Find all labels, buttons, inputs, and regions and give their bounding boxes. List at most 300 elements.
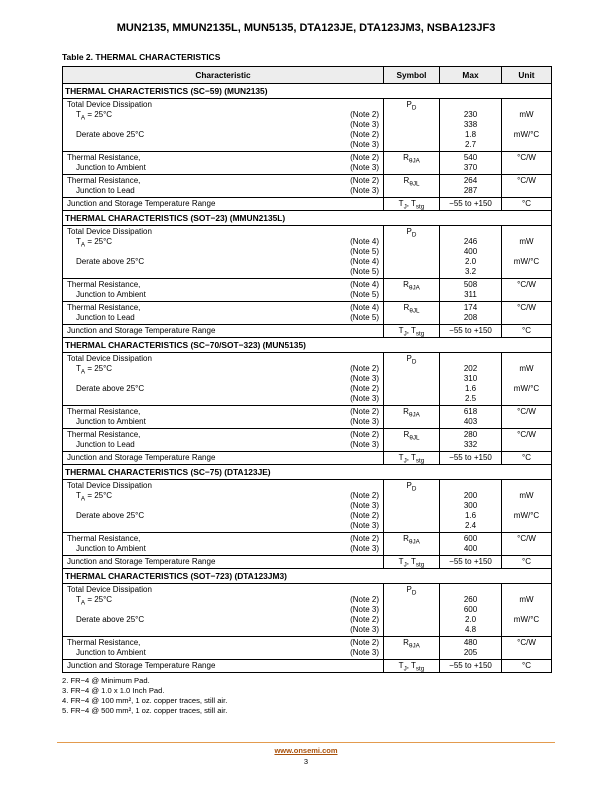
symbol-main: R: [403, 153, 409, 162]
characteristic-text: [67, 521, 350, 531]
unit-value: [505, 186, 548, 196]
characteristic-line: [67, 430, 380, 440]
max-cell: [439, 226, 501, 278]
symbol-main: P: [406, 100, 412, 109]
symbol: [387, 199, 436, 209]
symbol-cell: [383, 452, 439, 464]
note-reference: [379, 100, 380, 110]
unit-value: [505, 374, 548, 384]
max-value: [443, 481, 498, 491]
characteristic-line: [67, 237, 380, 247]
table-row: [63, 226, 551, 279]
characteristic-line: [67, 186, 380, 196]
note-reference: [379, 453, 380, 463]
characteristic-text: [67, 313, 350, 323]
symbol-main: T: [398, 199, 404, 208]
characteristic-text-main: Junction to Lead: [76, 313, 135, 322]
characteristic-text-rest: = 25°C: [85, 364, 113, 373]
characteristic-line: [67, 440, 380, 450]
characteristic-text-main: Derate above 25°C: [76, 130, 145, 139]
characteristic-line: [67, 354, 380, 364]
unit-value: [505, 625, 548, 635]
symbol-cell: [383, 406, 439, 428]
symbol: [387, 407, 436, 417]
characteristic-text: [67, 648, 350, 658]
symbol-cell: [383, 325, 439, 337]
characteristic-text: [67, 130, 350, 140]
characteristic-line: [67, 303, 380, 313]
unit-cell: [501, 325, 551, 337]
characteristic-text: [67, 534, 350, 544]
table-row: [63, 325, 551, 338]
table-section: [63, 569, 551, 672]
characteristic-lines: [67, 534, 380, 554]
characteristic-text-main: Junction to Lead: [76, 186, 135, 195]
table-row: [63, 480, 551, 533]
unit-cell: [501, 556, 551, 568]
max-value: 332: [463, 440, 478, 449]
characteristic-line: [67, 544, 380, 554]
characteristic-text-main: Junction to Ambient: [76, 290, 146, 299]
symbol-main-2: , T: [406, 661, 416, 670]
max-values: [443, 585, 498, 635]
unit-value: [505, 544, 548, 554]
characteristic-line: [67, 605, 380, 615]
symbol-cell: [383, 198, 439, 210]
note-reference: (Note 2): [350, 407, 379, 416]
max-cell: [439, 480, 501, 532]
unit-value: °C/W: [517, 176, 536, 185]
max-value: 208: [463, 313, 478, 322]
symbol-subscript: D: [411, 589, 417, 597]
characteristic-text: [67, 595, 350, 605]
characteristic-text-main: Total Device Dissipation: [67, 354, 152, 363]
characteristic-cell: [63, 406, 383, 428]
characteristic-text: [67, 186, 350, 196]
max-value: 174: [463, 303, 478, 312]
max-cell: [439, 637, 501, 659]
unit-values: [505, 585, 548, 635]
characteristic-text: [67, 661, 379, 671]
note-reference: (Note 2): [350, 430, 379, 439]
unit-cell: [501, 279, 551, 301]
unit-value: [505, 648, 548, 658]
symbol: [387, 534, 436, 544]
note-reference: (Note 5): [350, 313, 379, 322]
characteristic-text-main: Thermal Resistance,: [67, 303, 141, 312]
characteristic-text: [67, 491, 350, 501]
characteristic-text: [67, 247, 350, 257]
unit-value: °C/W: [517, 430, 536, 439]
note-reference: (Note 2): [350, 511, 379, 520]
table-row: [63, 556, 551, 569]
symbol-main: T: [398, 557, 404, 566]
symbol-main: P: [406, 354, 412, 363]
unit-cell: [501, 226, 551, 278]
symbol-main: R: [403, 638, 409, 647]
characteristic-line: [67, 267, 380, 277]
symbol-main-2: , T: [406, 453, 416, 462]
characteristic-text-main: Thermal Resistance,: [67, 430, 141, 439]
note-reference: [379, 557, 380, 567]
note-reference: (Note 5): [350, 290, 379, 299]
section-header: [63, 465, 551, 480]
symbol-cell: [383, 637, 439, 659]
unit-value: °C/W: [517, 638, 536, 647]
table-section: [63, 84, 551, 211]
characteristic-cell: [63, 226, 383, 278]
symbol: [387, 661, 436, 671]
unit-cell: [501, 637, 551, 659]
unit-value: [505, 313, 548, 323]
symbol-subscript: J: [403, 330, 407, 338]
table-row: [63, 279, 551, 302]
max-value: [443, 100, 498, 110]
footnote: 5. FR−4 @ 500 mm², 1 oz. copper traces, still air.: [62, 706, 228, 715]
column-header-max: Max: [439, 67, 501, 83]
characteristic-text: [67, 227, 379, 237]
characteristic-lines: [67, 585, 380, 635]
characteristic-cell: [63, 353, 383, 405]
note-reference: [379, 199, 380, 209]
table-row: [63, 302, 551, 325]
characteristic-text: [67, 199, 379, 209]
section-header-label: THERMAL CHARACTERISTICS (SC−59) (MUN2135): [65, 86, 268, 96]
characteristic-subscript: A: [80, 114, 86, 122]
max-cell: [439, 99, 501, 151]
section-header-label: THERMAL CHARACTERISTICS (SC−70/SOT−323) (MUN5135): [65, 340, 306, 350]
unit-value: mW: [519, 364, 534, 373]
characteristic-text-main: Derate above 25°C: [76, 257, 145, 266]
characteristic-line: [67, 364, 380, 374]
note-reference: (Note 3): [350, 417, 379, 426]
characteristic-line: [67, 394, 380, 404]
unit-value: [505, 247, 548, 257]
note-reference: (Note 4): [350, 303, 379, 312]
characteristic-cell: [63, 637, 383, 659]
characteristic-text-rest: = 25°C: [85, 237, 113, 246]
unit-cell: [501, 302, 551, 324]
characteristic-cell: [63, 279, 383, 301]
table-row: [63, 406, 551, 429]
characteristic-line: [67, 638, 380, 648]
characteristic-line: [67, 384, 380, 394]
max-values: [443, 326, 498, 336]
max-value: 400: [463, 247, 478, 256]
max-value: 508: [463, 280, 478, 289]
characteristic-text: [67, 501, 350, 511]
characteristic-cell: [63, 198, 383, 210]
table-title: Table 2. THERMAL CHARACTERISTICS: [62, 52, 221, 62]
max-value: 2.0: [464, 257, 477, 266]
characteristic-cell: [63, 99, 383, 151]
unit-value: °C: [522, 557, 531, 566]
max-value: −55 to +150: [449, 453, 492, 462]
symbol: [387, 430, 436, 440]
symbol-subscript: θJL: [409, 307, 420, 315]
characteristic-lines: [67, 661, 380, 671]
unit-value: [505, 501, 548, 511]
characteristic-text-main: Derate above 25°C: [76, 511, 145, 520]
note-reference: (Note 3): [350, 186, 379, 195]
note-reference: (Note 4): [350, 257, 379, 266]
characteristic-text-main: Junction and Storage Temperature Range: [67, 199, 216, 208]
characteristic-cell: [63, 660, 383, 672]
max-value: 1.6: [464, 384, 477, 393]
symbol-main: P: [406, 227, 412, 236]
symbol-subscript: J: [403, 665, 407, 673]
max-value: 600: [463, 534, 478, 543]
symbol: [387, 557, 436, 567]
unit-values: [505, 100, 548, 150]
unit-values: [505, 303, 548, 323]
characteristic-line: [67, 453, 380, 463]
note-reference: (Note 3): [350, 501, 379, 510]
unit-cell: [501, 480, 551, 532]
symbol: [387, 354, 436, 364]
unit-cell: [501, 533, 551, 555]
symbol: [387, 303, 436, 313]
max-value: 230: [463, 110, 478, 119]
characteristic-text: [67, 267, 350, 277]
table-row: [63, 353, 551, 406]
characteristic-text: [67, 110, 350, 120]
max-value: 618: [463, 407, 478, 416]
note-reference: (Note 3): [350, 163, 379, 172]
note-reference: [379, 354, 380, 364]
characteristic-text-main: Derate above 25°C: [76, 384, 145, 393]
characteristic-text-main: T: [76, 237, 81, 246]
characteristic-text-rest: = 25°C: [85, 110, 113, 119]
symbol-subscript: J: [403, 203, 407, 211]
max-value: 1.6: [464, 511, 477, 520]
note-reference: (Note 3): [350, 605, 379, 614]
characteristic-line: [67, 501, 380, 511]
max-value: 200: [463, 491, 478, 500]
characteristic-text-main: Junction and Storage Temperature Range: [67, 557, 216, 566]
symbol-subscript: θJA: [408, 642, 420, 650]
characteristic-line: [67, 521, 380, 531]
characteristic-text-main: Total Device Dissipation: [67, 481, 152, 490]
unit-value: °C: [522, 661, 531, 670]
footnote: 2. FR−4 @ Minimum Pad.: [62, 676, 150, 685]
note-reference: [379, 481, 380, 491]
note-reference: (Note 4): [350, 280, 379, 289]
note-reference: (Note 2): [350, 364, 379, 373]
unit-value: °C/W: [517, 407, 536, 416]
unit-value: mW/°C: [513, 384, 540, 393]
characteristic-text-main: Junction and Storage Temperature Range: [67, 661, 216, 670]
symbol-main: R: [403, 430, 410, 439]
symbol-subscript: θJL: [409, 434, 420, 442]
characteristic-line: [67, 140, 380, 150]
table-header-row: [63, 67, 551, 84]
characteristic-text-main: T: [76, 364, 81, 373]
note-reference: (Note 5): [350, 267, 379, 276]
page-header-title: MUN2135, MMUN2135L, MUN5135, DTA123JE, DTA123JM3, NSBA123JF3: [116, 22, 496, 34]
unit-value: mW/°C: [513, 130, 540, 139]
unit-cell: [501, 406, 551, 428]
characteristic-text: [67, 544, 350, 554]
unit-value: [505, 290, 548, 300]
section-header: [63, 338, 551, 353]
characteristic-cell: [63, 480, 383, 532]
characteristic-lines: [67, 199, 380, 209]
table-row: [63, 152, 551, 175]
symbol: [387, 638, 436, 648]
max-values: [443, 199, 498, 209]
characteristic-cell: [63, 584, 383, 636]
table-row: [63, 198, 551, 211]
symbol-cell: [383, 660, 439, 672]
characteristic-text: [67, 257, 350, 267]
symbol: [387, 153, 436, 163]
characteristic-text-main: Junction to Ambient: [76, 544, 146, 553]
unit-value: mW: [519, 237, 534, 246]
unit-values: [505, 430, 548, 450]
characteristic-line: [67, 199, 380, 209]
characteristic-text: [67, 374, 350, 384]
section-rows: [63, 226, 551, 338]
characteristic-text-main: Thermal Resistance,: [67, 176, 141, 185]
symbol-subscript: D: [411, 231, 417, 239]
table-row: [63, 429, 551, 452]
characteristic-lines: [67, 481, 380, 531]
symbol-subscript-2: stg: [415, 457, 425, 465]
unit-values: [505, 199, 548, 209]
unit-value: mW: [519, 491, 534, 500]
symbol-cell: [383, 99, 439, 151]
characteristic-text: [67, 585, 379, 595]
max-values: [443, 557, 498, 567]
section-header: [63, 84, 551, 99]
section-rows: [63, 353, 551, 465]
max-value: 540: [463, 153, 478, 162]
max-value: 311: [464, 290, 477, 299]
note-reference: (Note 3): [350, 521, 379, 530]
symbol-cell: [383, 175, 439, 197]
max-values: [443, 176, 498, 196]
onsemi-link[interactable]: www.onsemi.com: [274, 746, 338, 755]
max-value: 287: [463, 186, 478, 195]
max-cell: [439, 660, 501, 672]
characteristic-lines: [67, 430, 380, 450]
characteristic-lines: [67, 557, 380, 567]
characteristic-text: [67, 481, 379, 491]
column-header-symbol: Symbol: [383, 67, 439, 83]
symbol-subscript: θJA: [408, 284, 420, 292]
unit-value: mW/°C: [513, 257, 540, 266]
characteristic-text: [67, 605, 350, 615]
symbol-subscript-2: stg: [415, 330, 425, 338]
max-cell: [439, 353, 501, 405]
symbol-cell: [383, 353, 439, 405]
symbol-subscript: θJL: [409, 180, 420, 188]
characteristic-text-main: Total Device Dissipation: [67, 100, 152, 109]
characteristic-text: [67, 290, 350, 300]
symbol-main: R: [403, 280, 409, 289]
characteristic-text-main: Derate above 25°C: [76, 615, 145, 624]
characteristic-cell: [63, 175, 383, 197]
characteristic-text: [67, 407, 350, 417]
unit-value: °C/W: [517, 534, 536, 543]
symbol-subscript: θJA: [408, 411, 420, 419]
characteristic-text-main: Junction and Storage Temperature Range: [67, 453, 216, 462]
max-value: −55 to +150: [449, 326, 492, 335]
note-reference: (Note 3): [350, 120, 379, 129]
unit-value: [505, 140, 548, 150]
symbol-cell: [383, 584, 439, 636]
table-row: [63, 637, 551, 660]
footnote: 3. FR−4 @ 1.0 x 1.0 Inch Pad.: [62, 686, 165, 695]
characteristic-text: [67, 237, 350, 247]
max-value: 264: [463, 176, 478, 185]
table-row: [63, 452, 551, 465]
characteristic-cell: [63, 429, 383, 451]
symbol-main: P: [406, 585, 412, 594]
max-value: [443, 227, 498, 237]
table-row: [63, 660, 551, 672]
section-header: [63, 211, 551, 226]
max-values: [443, 481, 498, 531]
column-header-characteristic: Characteristic: [195, 70, 251, 80]
max-value: 246: [463, 237, 478, 246]
unit-value: mW: [519, 110, 534, 119]
note-reference: (Note 3): [350, 544, 379, 553]
max-value: 2.5: [464, 394, 477, 403]
note-reference: (Note 2): [350, 384, 379, 393]
characteristic-text: [67, 384, 350, 394]
unit-value: [505, 163, 548, 173]
symbol-main-2: , T: [406, 199, 416, 208]
characteristic-text-main: T: [76, 110, 81, 119]
table-row: [63, 533, 551, 556]
characteristic-text: [67, 417, 350, 427]
section-rows: [63, 480, 551, 569]
characteristic-line: [67, 153, 380, 163]
note-reference: (Note 2): [350, 176, 379, 185]
characteristic-line: [67, 534, 380, 544]
page-number: 3: [303, 757, 309, 766]
characteristic-cell: [63, 533, 383, 555]
max-values: [443, 638, 498, 658]
characteristic-text: [67, 625, 350, 635]
max-cell: [439, 279, 501, 301]
characteristic-cell: [63, 302, 383, 324]
column-header-unit: Unit: [501, 67, 551, 83]
unit-value: [505, 227, 548, 237]
characteristic-line: [67, 417, 380, 427]
max-values: [443, 100, 498, 150]
unit-values: [505, 354, 548, 404]
unit-value: [505, 394, 548, 404]
characteristic-text-main: Junction to Ambient: [76, 163, 146, 172]
note-reference: (Note 2): [350, 153, 379, 162]
max-cell: [439, 533, 501, 555]
max-cell: [439, 198, 501, 210]
max-value: 600: [463, 605, 478, 614]
note-reference: (Note 3): [350, 625, 379, 634]
symbol-main: R: [403, 534, 409, 543]
characteristic-line: [67, 247, 380, 257]
unit-value: mW/°C: [513, 511, 540, 520]
characteristic-text: [67, 100, 379, 110]
unit-cell: [501, 152, 551, 174]
table-section: [63, 338, 551, 465]
unit-cell: [501, 660, 551, 672]
symbol-cell: [383, 480, 439, 532]
unit-values: [505, 638, 548, 658]
